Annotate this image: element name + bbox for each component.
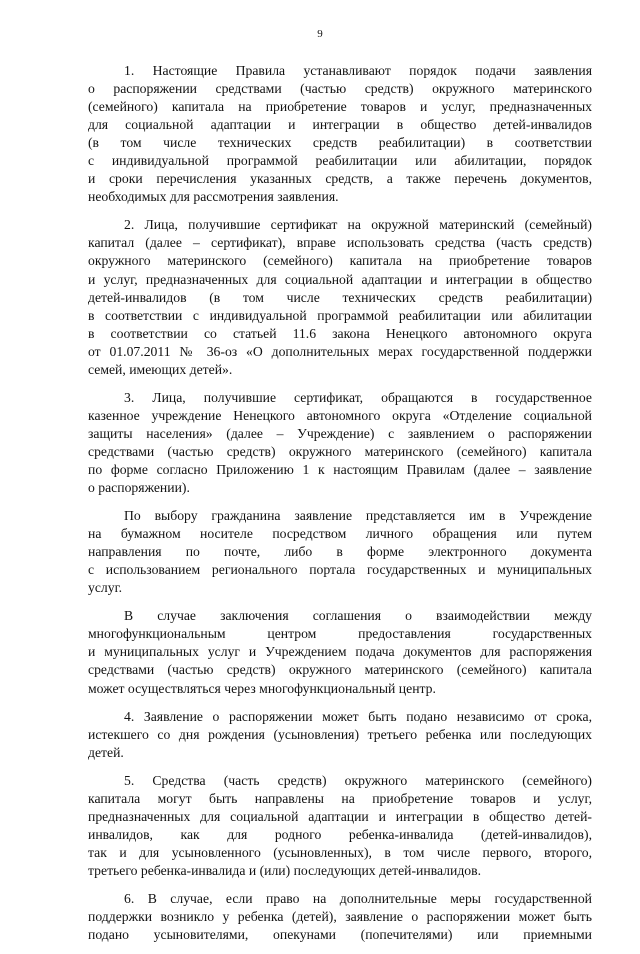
paragraph	[88, 708, 592, 762]
paragraph-line: подано усыновителями, опекунами (попечителями) или приемными	[88, 927, 592, 943]
paragraph	[88, 389, 592, 497]
paragraph-line: по форме согласно Приложению 1 к настоящим Правилам (далее – заявление	[88, 461, 592, 477]
paragraph-line: семей, имеющих детей».	[88, 361, 233, 377]
paragraph-line: средствами (частью средств) окружного материнского (семейного) капитала	[88, 662, 592, 678]
paragraph	[88, 772, 592, 880]
paragraph-line: может осуществляться через многофункциональный центр.	[88, 680, 436, 696]
paragraph-line: о распоряжении средствами (частью средств) окружного материнского	[88, 81, 592, 97]
paragraph	[88, 216, 592, 378]
paragraph-line: и сроки перечисления указанных средств, а также перечень документов,	[88, 171, 592, 187]
paragraph-line: услуг.	[88, 580, 123, 596]
paragraph-line: на бумажном носителе посредством личного обращения или путем	[88, 526, 592, 542]
paragraph-line: 5. Средства (часть средств) окружного материнского (семейного)	[124, 772, 592, 788]
paragraph-line: третьего ребенка-инвалида и (или) последующих детей-инвалидов.	[88, 862, 482, 878]
paragraph-line: В случае заключения соглашения о взаимодействии между	[124, 608, 592, 624]
paragraph-line: 1. Настоящие Правила устанавливают порядок подачи заявления	[124, 63, 592, 78]
paragraph-line: многофункциональным центром предоставления государственных	[88, 626, 592, 642]
paragraph-line: с использованием регионального портала государственных и муниципальных	[88, 562, 592, 578]
paragraph	[88, 62, 592, 206]
paragraph-line: с индивидуальной программой реабилитации или абилитации, порядок	[88, 153, 592, 169]
paragraph-line: для социальной адаптации и интеграции в общество детей-инвалидов	[88, 117, 592, 133]
paragraph-line: и услуг, предназначенных для социальной адаптации и интеграции в общество	[88, 271, 592, 287]
paragraph-line: и муниципальных услуг и Учреждением подача документов для распоряжения	[88, 644, 592, 660]
paragraph-line: 4. Заявление о распоряжении может быть подано независимо от срока,	[124, 708, 592, 724]
paragraph-line: так и для усыновленного (усыновленных), в том числе первого, второго,	[88, 844, 592, 860]
paragraph-line: от 01.07.2011 № 36-оз «О дополнительных мерах государственной поддержки	[88, 343, 592, 359]
paragraph-line: детей.	[88, 744, 124, 760]
paragraph-line: истекшего со дня рождения (усыновления) третьего ребенка или последующих	[88, 726, 592, 742]
paragraph-line: в соответствии со статьей 11.6 закона Ненецкого автономного округа	[88, 325, 592, 341]
paragraph-line: детей-инвалидов (в том числе технических средств реабилитации)	[88, 289, 592, 305]
paragraph	[88, 890, 592, 944]
paragraph-line: предназначенных для социальной адаптации и интеграции в общество детей-	[88, 808, 592, 824]
paragraph-line: (в том числе технических средств реабилитации) в соответствии	[88, 135, 592, 151]
paragraph-line: в соответствии с индивидуальной программой реабилитации или абилитации	[88, 307, 592, 323]
paragraph	[88, 607, 592, 697]
paragraph-line: поддержки возникло у ребенка (детей), заявление о распоряжении может быть	[88, 909, 592, 925]
document-body	[88, 62, 592, 954]
paragraph-line: необходимых для рассмотрения заявления.	[88, 189, 339, 205]
paragraph-line: окружного материнского (семейного) капитала на приобретение товаров	[88, 253, 592, 269]
paragraph-line: капитал (далее – сертификат), вправе использовать средства (часть средств)	[88, 235, 592, 251]
paragraph-line: казенное учреждение Ненецкого автономного округа «Отделение социальной	[88, 407, 592, 423]
paragraph	[88, 507, 592, 597]
page-number: 9	[317, 28, 323, 40]
paragraph-line: 3. Лица, получившие сертификат, обращаются в государственное	[124, 389, 592, 405]
paragraph-line: о распоряжении).	[88, 480, 190, 496]
paragraph-line: инвалидов, как для родного ребенка-инвалида (детей-инвалидов),	[88, 826, 592, 842]
paragraph-line: направления по почте, либо в форме электронного документа	[88, 544, 592, 560]
paragraph-line: (семейного) капитала на приобретение товаров и услуг, предназначенных	[88, 99, 592, 115]
paragraph-line: средствами (частью средств) окружного материнского (семейного) капитала	[88, 443, 592, 459]
paragraph-line: 6. В случае, если право на дополнительные меры государственной	[124, 890, 592, 906]
paragraph-line: 2. Лица, получившие сертификат на окружной материнский (семейный)	[124, 217, 592, 233]
paragraph-line: капитала могут быть направлены на приобретение товаров и услуг,	[88, 790, 592, 806]
paragraph-line: По выбору гражданина заявление представляется им в Учреждение	[124, 508, 592, 524]
paragraph-line: защиты населения» (далее – Учреждение) с заявлением о распоряжении	[88, 425, 592, 441]
